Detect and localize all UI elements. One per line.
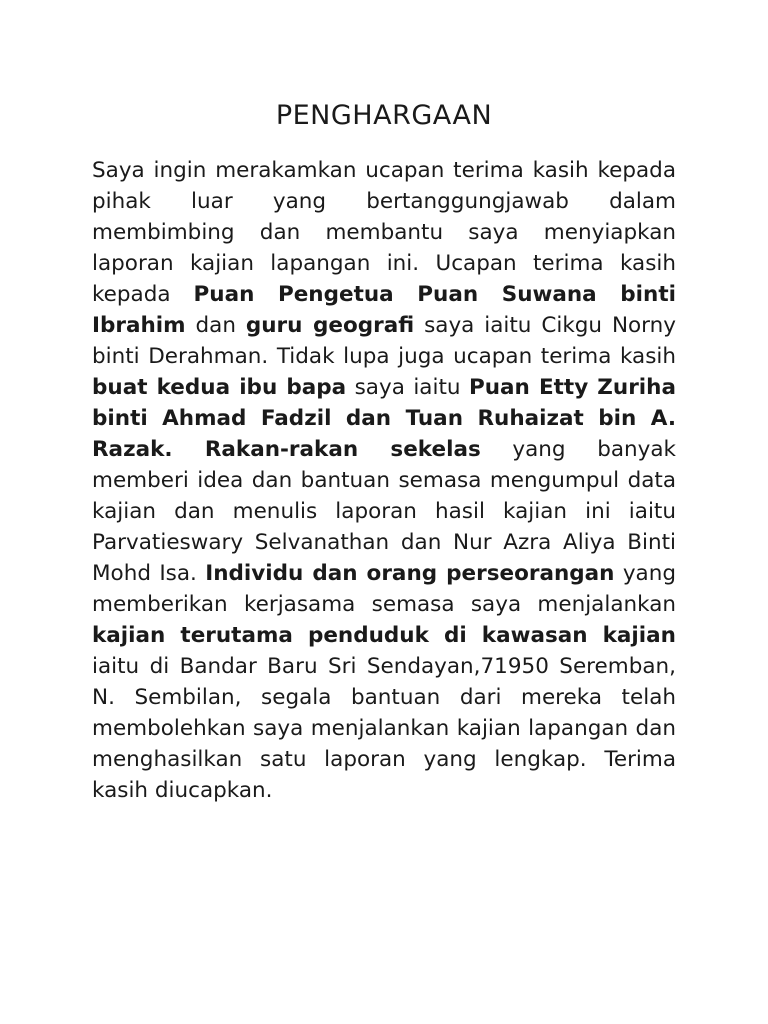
text-segment: saya iaitu: [346, 375, 469, 400]
bold-text-segment: Puan Etty Zuriha binti Ahmad Fadzil dan Tuan Ruhaizat bin A. Razak. Rakan-rakan sekelas: [92, 375, 676, 462]
bold-text-segment: guru geografi: [245, 313, 415, 338]
bold-text-segment: Individu dan orang perseorangan: [205, 561, 615, 586]
bold-text-segment: buat kedua ibu bapa: [92, 375, 347, 400]
acknowledgement-paragraph: [92, 155, 676, 806]
text-segment: yang banyak memberi idea dan bantuan semasa mengumpul data kajian dan menulis laporan hasil kajian ini iaitu Parvatieswary Selvanathan dan Nur Azra Aliya Binti Mohd Isa.: [92, 437, 676, 586]
bold-text-segment: Puan Pengetua Puan Suwana binti Ibrahim: [92, 282, 676, 338]
text-segment: saya iaitu Cikgu Norny binti Derahman. Tidak lupa juga ucapan terima kasih: [92, 313, 676, 369]
text-segment: iaitu di Bandar Baru Sri Sendayan,71950 Seremban, N. Sembilan, segala bantuan dari mereka telah membolehkan saya menjalankan kajian lapangan dan menghasilkan satu laporan yang lengkap. Terima kasih diucapkan.: [92, 654, 676, 803]
text-segment: yang memberikan kerjasama semasa saya menjalankan: [92, 561, 676, 617]
bold-text-segment: kajian terutama penduduk di kawasan kajian: [92, 623, 676, 648]
text-segment: dan: [185, 313, 246, 338]
page-title: PENGHARGAAN: [275, 100, 493, 131]
text-segment: Saya ingin merakamkan ucapan terima kasih kepada pihak luar yang bertanggungjawab dalam membimbing dan membantu saya menyiapkan laporan kajian lapangan ini. Ucapan terima kasih kepada: [92, 158, 676, 307]
